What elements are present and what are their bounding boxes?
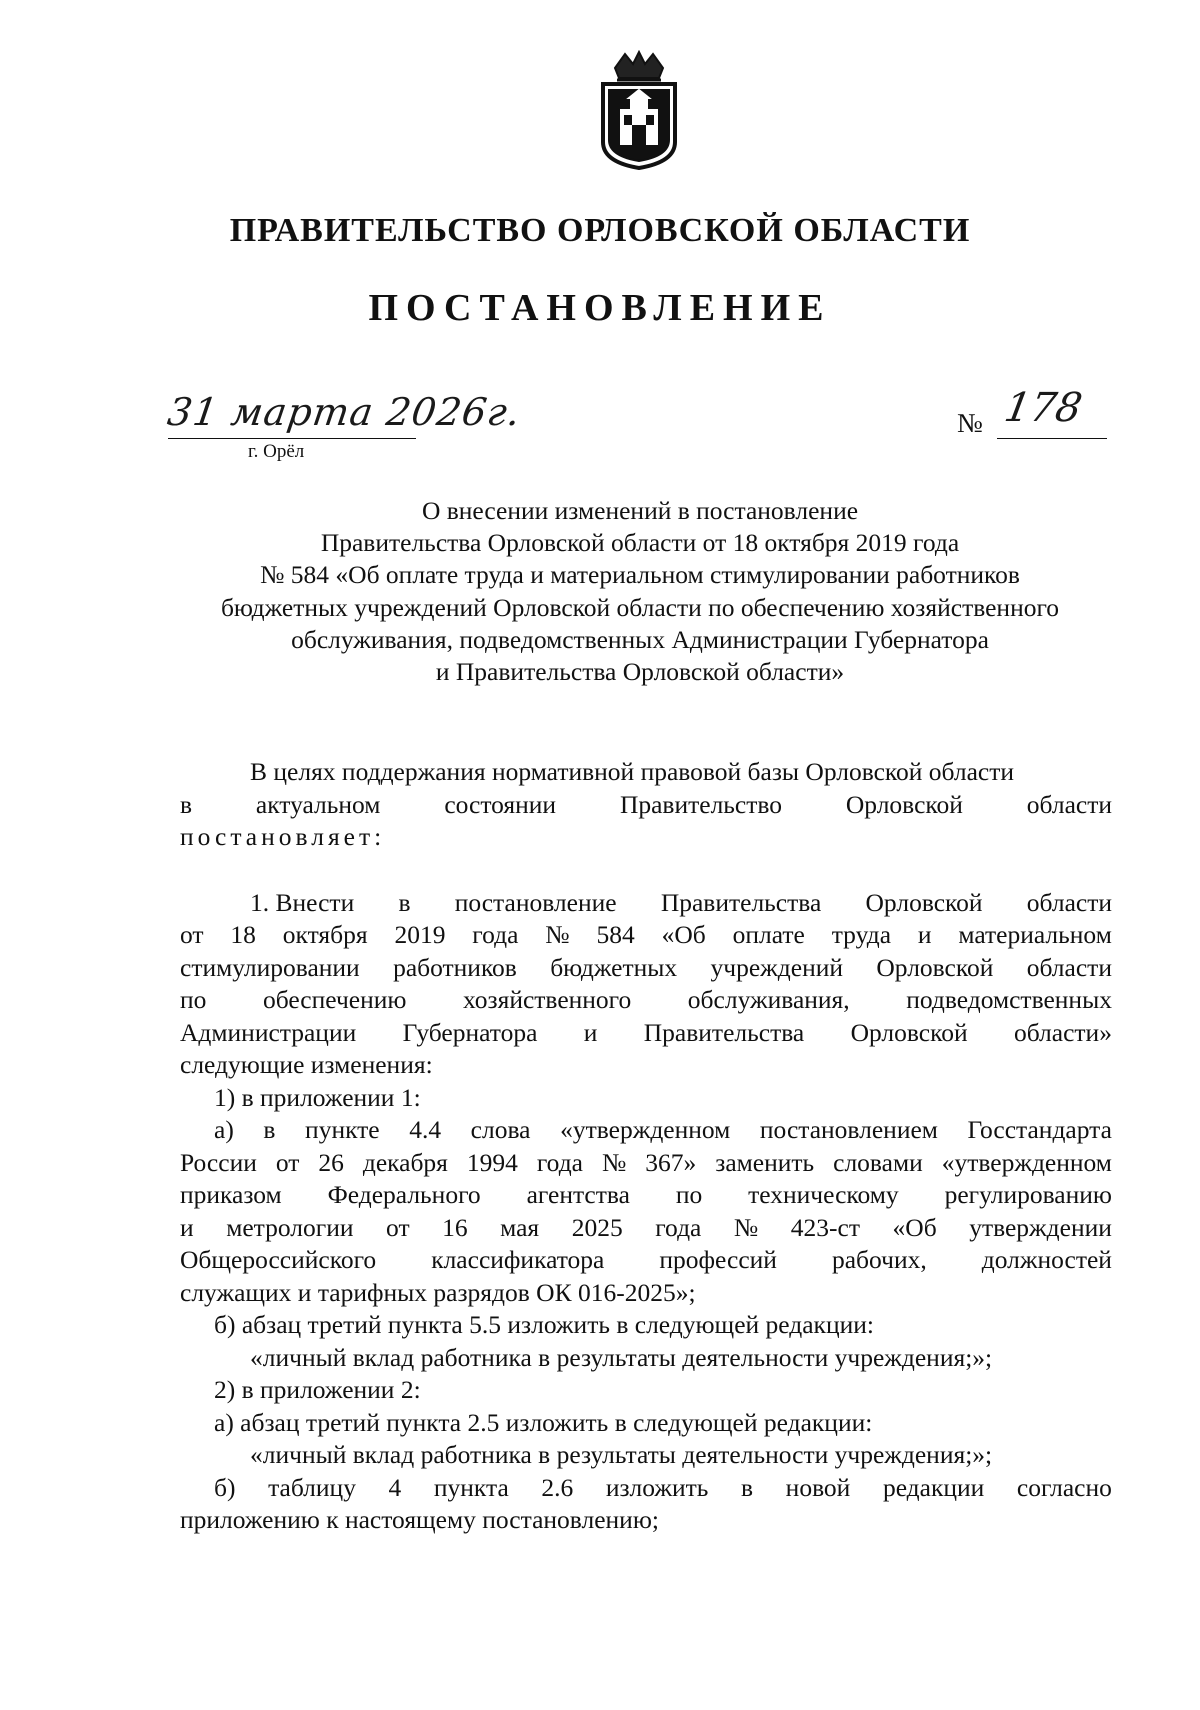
date-underline: [168, 438, 416, 439]
word: от: [386, 1212, 410, 1242]
subject-line: обслуживания, подведомственных Администрации Губернатора: [291, 624, 989, 654]
word: Орловской: [876, 952, 994, 982]
word: регулированию: [944, 1180, 1112, 1209]
word: в: [741, 1472, 754, 1502]
text-line: [180, 887, 1112, 920]
text-line: 2) в приложении 2:: [214, 1375, 421, 1404]
word: в: [263, 1115, 276, 1144]
document-body: [180, 756, 1112, 1537]
text-line: постановляет:: [180, 822, 386, 851]
number-label: №: [957, 408, 983, 438]
word: 2019: [394, 920, 446, 949]
word: области: [1026, 789, 1112, 819]
document-type: ПОСТАНОВЛЕНИЕ: [368, 287, 832, 329]
document-subject: [170, 495, 1110, 688]
text-line: [180, 1472, 1112, 1505]
word: б): [214, 1472, 236, 1502]
text-line: «личный вклад работника в результаты деятельности учреждения;»;: [250, 1440, 993, 1469]
subject-line: бюджетных учреждений Орловской области по обеспечению хозяйственного: [220, 592, 1060, 622]
word: утверждении: [969, 1212, 1112, 1242]
word: материальном: [958, 920, 1112, 949]
word: словами: [833, 1147, 923, 1177]
word: пункта: [433, 1472, 509, 1502]
word: новой: [785, 1472, 851, 1502]
word: Общероссийского: [180, 1245, 377, 1274]
text-line: следующие изменения:: [180, 1050, 433, 1079]
text-line: [180, 1017, 1112, 1050]
word: от: [275, 1147, 300, 1177]
word: 584: [596, 920, 635, 949]
word: профессий: [659, 1245, 777, 1274]
word: в: [398, 887, 411, 917]
word: 423-ст: [790, 1212, 860, 1242]
word: 2025: [571, 1212, 623, 1242]
word: приказом: [180, 1180, 282, 1209]
word: согласно: [1016, 1472, 1112, 1502]
word: года: [536, 1147, 583, 1177]
word: по: [180, 985, 207, 1014]
word: 4.4: [409, 1115, 442, 1144]
word: стимулировании: [180, 952, 360, 982]
word: Федерального: [327, 1180, 481, 1209]
word: Правительство: [619, 789, 783, 819]
word: заменить: [715, 1147, 815, 1177]
word: «утвержденном: [941, 1147, 1112, 1177]
word: и: [180, 1212, 194, 1242]
word: техническому: [748, 1180, 899, 1209]
word: редакции: [882, 1472, 985, 1502]
word: слова: [470, 1115, 531, 1144]
word: изложить: [605, 1472, 709, 1502]
word: области: [1026, 887, 1112, 917]
word: агентства: [526, 1180, 630, 1209]
word: Орловской: [850, 1017, 968, 1047]
word: труда: [831, 920, 892, 949]
text-line: [180, 984, 1112, 1017]
word: по: [675, 1180, 703, 1209]
word: 4: [388, 1472, 402, 1502]
word: бюджетных: [550, 952, 678, 982]
word: года: [655, 1212, 702, 1242]
word: декабря: [362, 1147, 448, 1177]
word: классификатора: [431, 1245, 605, 1274]
text-line: [180, 789, 1112, 822]
word: и: [583, 1017, 598, 1047]
word: оплате: [732, 920, 805, 949]
word: Госстандарта: [967, 1115, 1112, 1144]
word: рабочих,: [831, 1245, 927, 1274]
city-label: г. Орёл: [248, 441, 305, 462]
word: №: [601, 1147, 627, 1177]
handwritten-date: 31 марта 2026г.: [164, 390, 524, 434]
word: октября: [282, 920, 368, 949]
word: Правительства: [643, 1017, 805, 1047]
text-line: [180, 1179, 1112, 1212]
text-line: [180, 1244, 1112, 1277]
word: 367»: [645, 1147, 697, 1177]
subject-line: Правительства Орловской области от 18 октября 2019 года: [320, 528, 960, 558]
word: №: [733, 1212, 759, 1242]
text-line: б) абзац третий пункта 5.5 изложить в следующей редакции:: [214, 1310, 874, 1339]
word: 26: [318, 1147, 344, 1177]
word: Орловской: [865, 887, 983, 917]
word: области: [1026, 952, 1112, 982]
word: постановлением: [759, 1115, 938, 1144]
word: 2.6: [541, 1472, 574, 1502]
text-line: В целях поддержания нормативной правовой базы Орловской области: [250, 757, 1015, 786]
word: 1. Внести: [250, 887, 355, 917]
word: должностей: [981, 1245, 1112, 1274]
text-line: служащих и тарифных разрядов ОК 016-2025»;: [180, 1277, 696, 1307]
text-line: а) абзац третий пункта 2.5 изложить в следующей редакции:: [214, 1407, 873, 1437]
word: хозяйственного: [462, 985, 632, 1014]
word: 18: [230, 920, 256, 949]
word: обслуживания,: [687, 985, 850, 1014]
subject-line: № 584 «Об оплате труда и материальном стимулировании работников: [260, 560, 1020, 590]
word: 1994: [466, 1147, 518, 1177]
word: и: [917, 920, 932, 949]
handwritten-number: 178: [1000, 385, 1086, 431]
number-underline: [997, 438, 1107, 439]
word: №: [545, 920, 570, 949]
word: от: [180, 920, 204, 949]
text-line: «личный вклад работника в результаты деятельности учреждения;»;: [250, 1342, 993, 1372]
word: постановление: [454, 887, 617, 917]
word: России: [180, 1147, 257, 1177]
word: учреждений: [710, 952, 844, 982]
text-line: [180, 952, 1112, 985]
word: 16: [442, 1212, 468, 1242]
word: Администрации: [180, 1017, 357, 1047]
word: мая: [500, 1212, 540, 1242]
word: «Об: [661, 920, 706, 949]
word: области»: [1013, 1017, 1112, 1047]
word: пункте: [305, 1115, 380, 1144]
text-line: [180, 919, 1112, 952]
text-line: [180, 1147, 1112, 1180]
word: Правительства: [660, 887, 822, 917]
text-line: [180, 1212, 1112, 1245]
word: Орловской: [845, 789, 963, 819]
word: состоянии: [444, 789, 557, 819]
word: метрологии: [226, 1212, 354, 1242]
text-line: приложению к настоящему постановлению;: [180, 1505, 659, 1534]
coat-of-arms-icon: [595, 50, 683, 172]
word: «Об: [892, 1212, 937, 1242]
organization-name: ПРАВИТЕЛЬСТВО ОРЛОВСКОЙ ОБЛАСТИ: [229, 212, 971, 249]
text-line: [180, 1114, 1112, 1147]
word: подведомственных: [906, 985, 1112, 1014]
word: обеспечению: [262, 985, 407, 1014]
paragraph-gap: [180, 854, 1112, 887]
word: а): [214, 1115, 234, 1144]
word: работников: [393, 952, 517, 982]
word: таблицу: [268, 1472, 356, 1502]
word: в: [180, 789, 193, 819]
word: Губернатора: [402, 1017, 538, 1047]
text-line: 1) в приложении 1:: [214, 1082, 421, 1112]
word: актуальном: [255, 789, 381, 819]
word: «утвержденном: [560, 1115, 731, 1144]
subject-line: О внесении изменений в постановление: [421, 496, 859, 525]
word: года: [472, 920, 519, 949]
subject-line: и Правительства Орловской области»: [435, 657, 845, 687]
